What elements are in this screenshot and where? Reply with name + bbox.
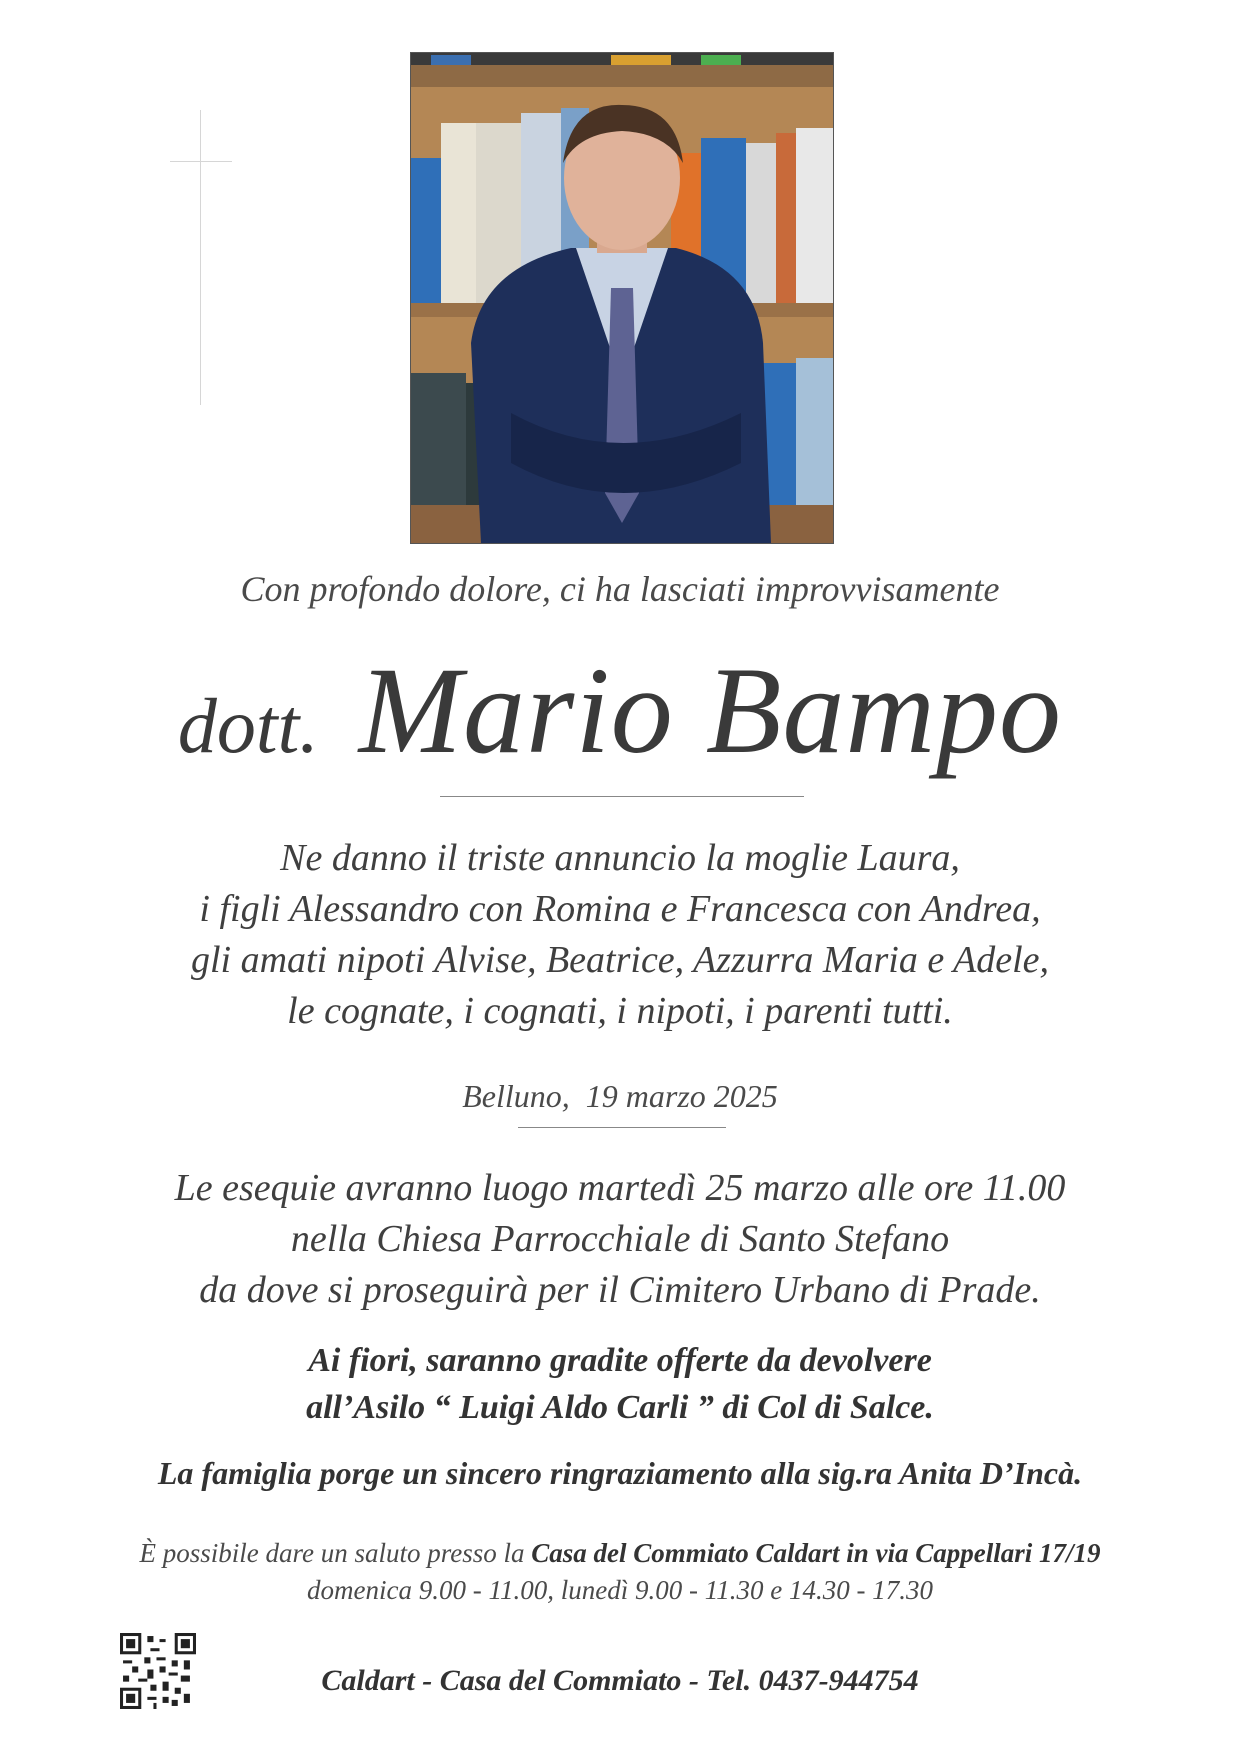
funeral-line: nella Chiesa Parrocchiale di Santo Stefano bbox=[290, 1218, 950, 1260]
place-date: Belluno, 19 marzo 2025 bbox=[462, 1078, 778, 1114]
flowers-block bbox=[0, 1337, 1240, 1431]
portrait-photo bbox=[410, 52, 834, 544]
announcement-line: le cognate, i cognati, i nipoti, i parenti tutti. bbox=[287, 990, 953, 1032]
divider bbox=[518, 1127, 726, 1128]
deceased-title: dott. bbox=[177, 682, 319, 769]
visit-block bbox=[0, 1535, 1240, 1609]
intro-text: Con profondo dolore, ci ha lasciati improvvisamente bbox=[240, 569, 1000, 609]
visit-hours: domenica 9.00 - 11.00, lunedì 9.00 - 11.30 e 14.30 - 17.30 bbox=[307, 1575, 933, 1605]
deceased-name-row bbox=[0, 640, 1240, 782]
announcement-line: gli amati nipoti Alvise, Beatrice, Azzurra Maria e Adele, bbox=[190, 939, 1050, 981]
flowers-line: all’Asilo “ Luigi Aldo Carli ” di Col di Salce. bbox=[306, 1389, 934, 1426]
flowers-line: Ai fiori, saranno gradite offerte da devolvere bbox=[308, 1342, 932, 1379]
cross-icon-bar bbox=[170, 161, 232, 162]
thanks-text: La famiglia porge un sincero ringraziamento alla sig.ra Anita D’Incà. bbox=[157, 1455, 1083, 1491]
announcement-line: Ne danno il triste annuncio la moglie Laura, bbox=[280, 837, 960, 879]
funeral-line: Le esequie avranno luogo martedì 25 marzo alle ore 11.00 bbox=[174, 1167, 1066, 1209]
divider bbox=[440, 796, 804, 797]
funeral-line: da dove si proseguirà per il Cimitero Urbano di Prade. bbox=[199, 1269, 1041, 1311]
deceased-name: Mario Bampo bbox=[358, 642, 1063, 779]
cross-icon bbox=[200, 110, 201, 405]
announcement-line: i figli Alessandro con Romina e Francesca con Andrea, bbox=[199, 888, 1041, 930]
visit-prefix: È possibile dare un saluto presso la bbox=[139, 1538, 532, 1568]
funeral-block bbox=[0, 1163, 1240, 1316]
visit-line bbox=[0, 1535, 1240, 1572]
announcement-block bbox=[0, 833, 1240, 1037]
footer-contact: Caldart - Casa del Commiato - Tel. 0437-944754 bbox=[321, 1664, 919, 1697]
visit-place: Casa del Commiato Caldart in via Cappellari 17/19 bbox=[531, 1538, 1101, 1568]
